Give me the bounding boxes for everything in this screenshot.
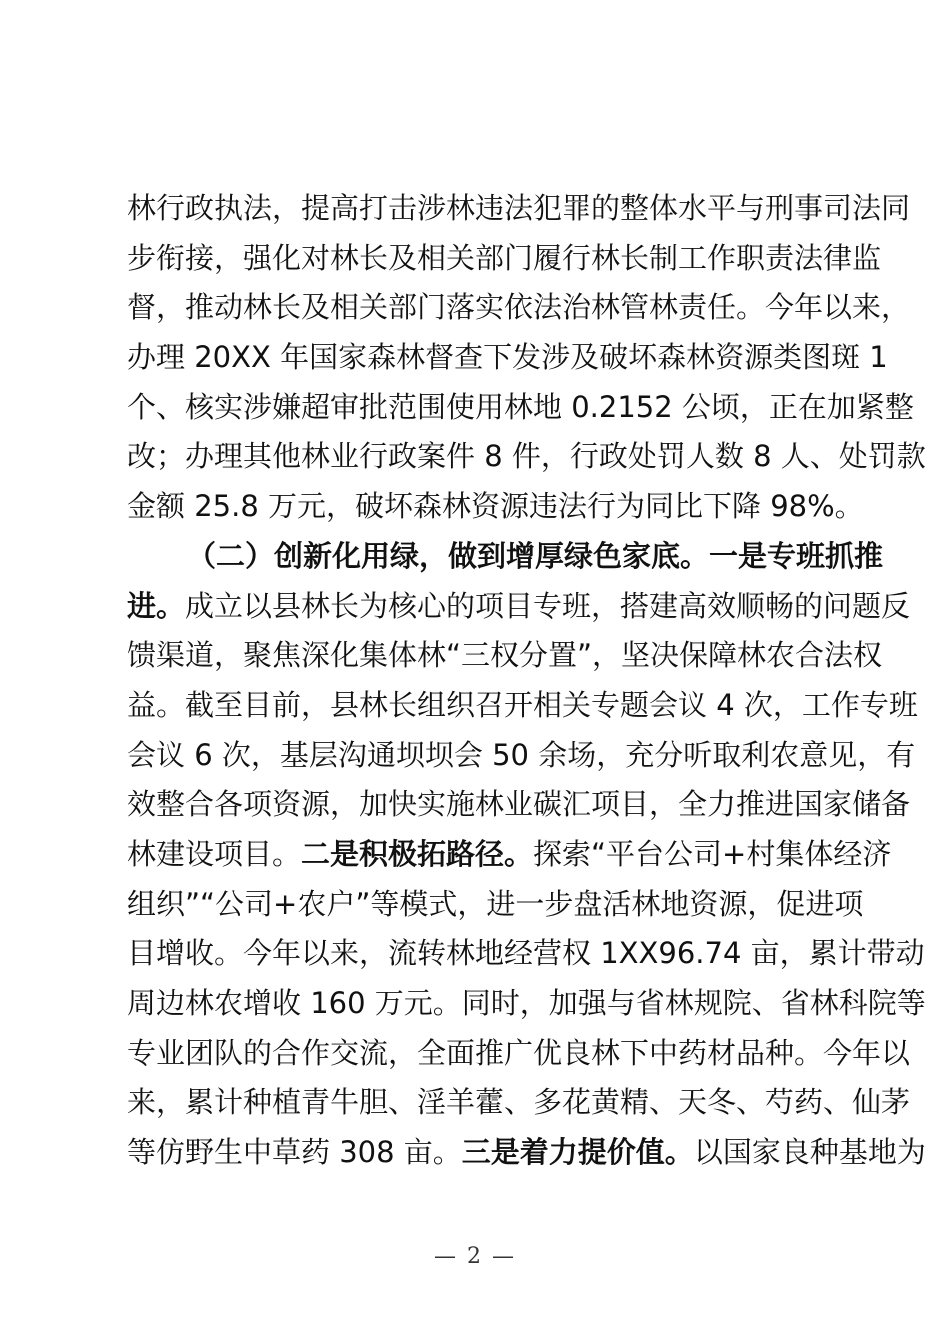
text-segment: 目增收。今年以来，流转林地经营权 1XX96.74 亩，累计带动	[127, 936, 925, 971]
text-line	[127, 283, 911, 333]
text-line	[127, 184, 911, 234]
text-line	[127, 234, 882, 284]
document-body	[127, 184, 926, 1178]
text-line	[127, 482, 864, 532]
text-segment: 林建设项目。	[127, 836, 302, 871]
text-line	[127, 432, 926, 482]
text-segment: 组织”“公司+农户”等模式，进一步盘活林地资源，促进项	[127, 886, 864, 921]
text-line	[127, 681, 918, 731]
text-line	[127, 631, 883, 681]
text-line	[127, 532, 884, 582]
bold-text-segment: （二）创新化用绿，做到增厚绿色家底。一是专班抓推	[187, 538, 884, 573]
text-line	[127, 979, 926, 1029]
text-segment: 办理 20XX 年国家森林督查下发涉及破坏森林资源类图斑 1	[127, 340, 888, 375]
text-line	[127, 333, 888, 383]
text-segment: 馈渠道，聚焦深化集体林“三权分置”，坚决保障林农合法权	[127, 638, 883, 673]
page-number: — 2 —	[434, 1244, 516, 1269]
text-line	[127, 731, 916, 781]
bold-text-segment: 三是着力提价值。	[461, 1135, 694, 1170]
text-line	[127, 880, 864, 930]
text-line	[127, 1078, 911, 1128]
text-segment: 林行政执法，提高打击涉林违法犯罪的整体水平与刑事司法同	[127, 191, 911, 225]
text-line	[127, 929, 925, 979]
text-segment: 改；办理其他林业行政案件 8 件，行政处罚人数 8 人、处罚款	[127, 439, 926, 474]
text-segment: 益。截至目前，县林长组织召开相关专题会议 4 次，工作专班	[127, 687, 918, 722]
text-line	[127, 830, 892, 880]
text-segment: 个、核实涉嫌超审批范围使用林地 0.2152 公顷，正在加紧整	[127, 389, 914, 424]
text-line	[127, 1128, 926, 1178]
text-segment: 会议 6 次，基层沟通坝坝会 50 余场，充分听取利农意见，有	[127, 737, 916, 772]
text-line	[127, 582, 911, 632]
text-segment: 专业团队的合作交流，全面推广优良林下中药材品种。今年以	[127, 1035, 911, 1070]
bold-text-segment: 进。	[127, 588, 186, 623]
bold-text-segment: 二是积极拓路径。	[301, 836, 534, 871]
text-segment: 探索“平台公司+村集体经济	[533, 836, 892, 871]
text-segment: 来，累计种植青牛胆、淫羊藿、多花黄精、天冬、芍药、仙茅	[127, 1085, 911, 1120]
text-line	[127, 383, 914, 433]
text-line	[127, 780, 911, 830]
text-segment: 以国家良种基地为	[693, 1135, 926, 1170]
text-segment: 督，推动林长及相关部门落实依法治林管林责任。今年以来，	[127, 290, 911, 325]
text-segment: 周边林农增收 160 万元。同时，加强与省林规院、省林科院等	[127, 986, 926, 1020]
text-segment: 效整合各项资源，加快实施林业碳汇项目，全力推进国家储备	[127, 787, 911, 822]
text-segment: 成立以县林长为核心的项目专班，搭建高效顺畅的问题反	[185, 588, 911, 623]
text-segment: 金额 25.8 万元，破坏森林资源违法行为同比下降 98%。	[127, 489, 864, 524]
text-line	[127, 1029, 911, 1079]
text-segment: 等仿野生中草药 308 亩。	[127, 1135, 462, 1170]
text-segment: 步衔接，强化对林长及相关部门履行林长制工作职责法律监	[127, 240, 882, 275]
